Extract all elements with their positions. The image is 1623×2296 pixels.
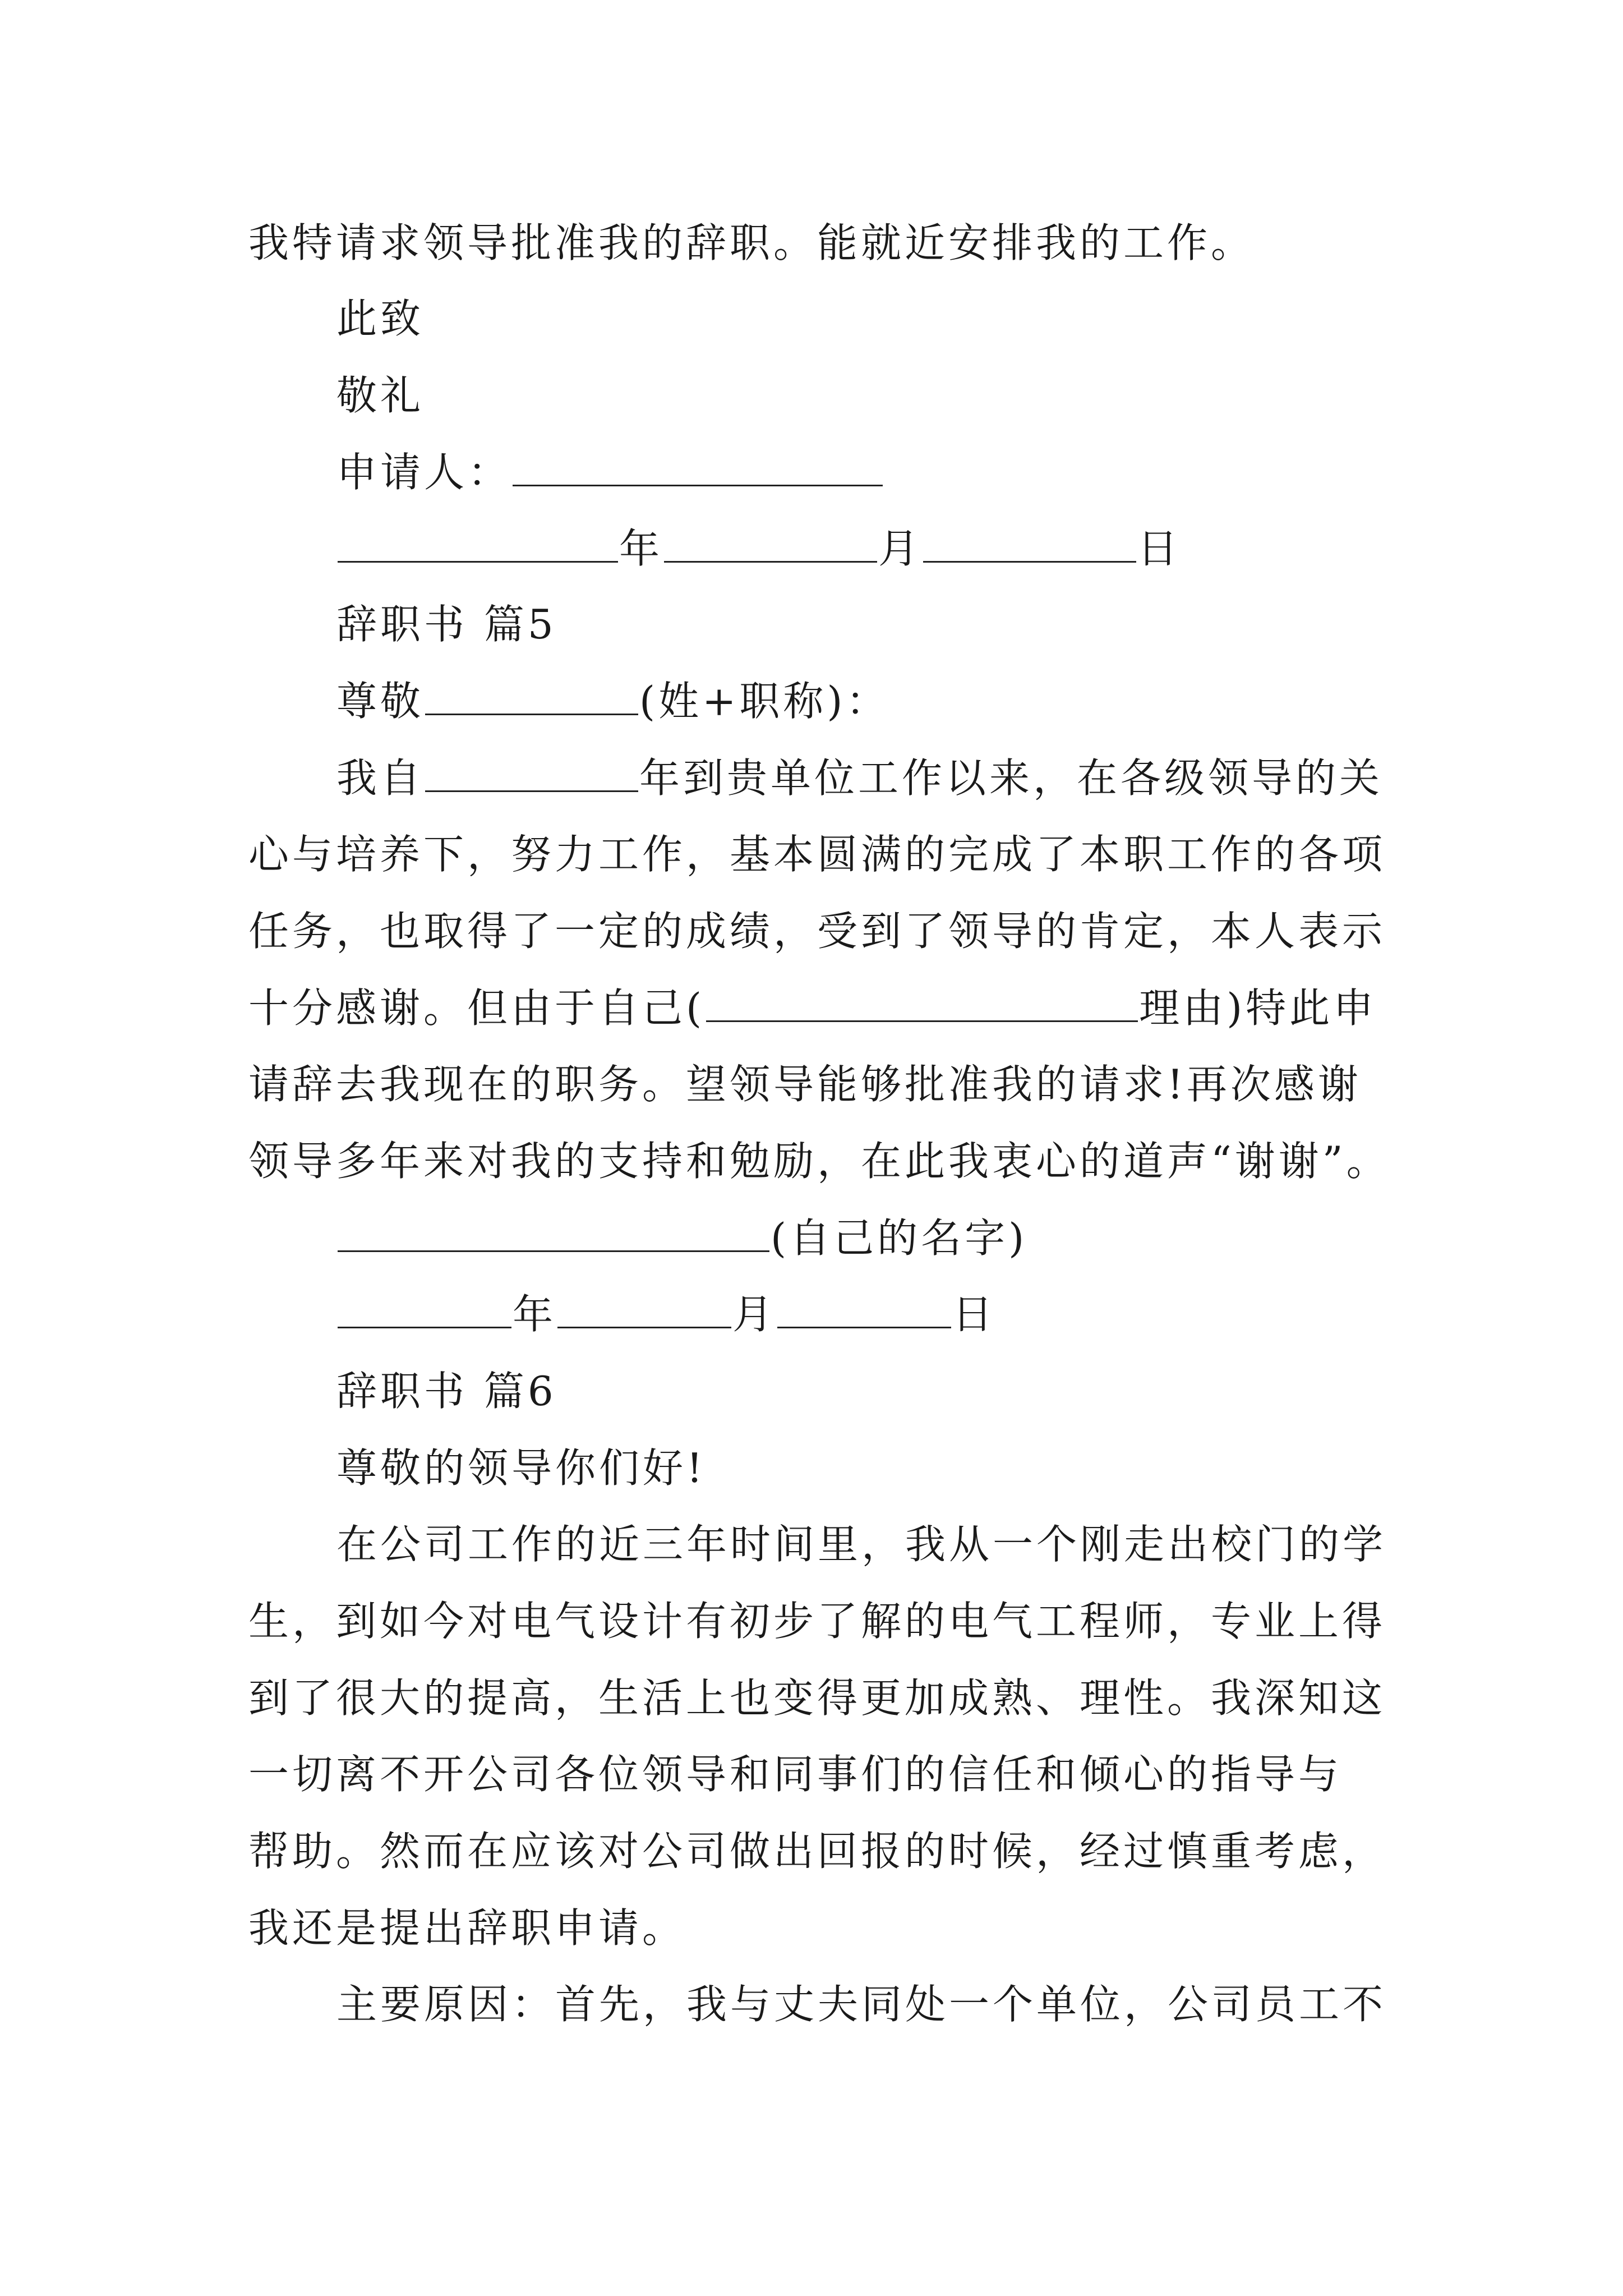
text: 十分感谢。但由于自己( xyxy=(248,984,706,1032)
day-blank xyxy=(777,1292,951,1328)
text: 辞职书 篇6 xyxy=(336,1368,557,1415)
body-line xyxy=(248,1746,1594,1802)
text: 尊敬的领导你们好! xyxy=(336,1444,706,1492)
section-title xyxy=(336,596,1570,652)
closing-line xyxy=(336,291,1570,347)
body-line xyxy=(248,980,1594,1036)
applicant-blank xyxy=(513,450,883,486)
text: 一切离不开公司各位领导和同事们的信任和倾心的指导与 xyxy=(248,1751,1343,1798)
text: 理由)特此申 xyxy=(1139,984,1377,1032)
name-blank xyxy=(425,679,638,715)
section-title xyxy=(336,1363,1570,1419)
text: 尊敬 xyxy=(336,678,425,725)
text: 辞职书 篇5 xyxy=(336,601,557,648)
date-line xyxy=(336,1286,1570,1342)
text: 此致 xyxy=(336,295,425,342)
text: 敬礼 xyxy=(336,372,425,419)
text: 日 xyxy=(1137,525,1182,572)
signature-line xyxy=(336,1210,1570,1266)
text: (姓+职称)： xyxy=(639,678,890,725)
body-line xyxy=(336,1516,1570,1572)
text: 我还是提出辞职申请。 xyxy=(248,1904,686,1952)
body-line xyxy=(248,826,1594,882)
greeting-line xyxy=(336,673,1570,729)
greeting-line xyxy=(336,1440,1570,1496)
date-line xyxy=(336,521,1570,577)
text: 领导多年来对我的支持和勉励，在此我衷心的道声“谢谢”。 xyxy=(248,1138,1390,1185)
text: 到了很大的提高，生活上也变得更加成熟、理性。我深知这 xyxy=(248,1674,1386,1722)
reason-blank xyxy=(706,986,1138,1022)
text: 我自 xyxy=(336,754,425,802)
body-line xyxy=(248,1823,1594,1879)
year-blank xyxy=(338,526,618,563)
month-blank xyxy=(664,526,877,563)
text: 年到贵单位工作以来，在各级领导的关 xyxy=(639,754,1384,802)
year-blank xyxy=(338,1292,511,1328)
body-line xyxy=(248,215,1594,271)
text: 年 xyxy=(513,1291,557,1338)
closing-line xyxy=(336,367,1570,424)
body-line xyxy=(248,1133,1594,1189)
text: 帮助。然而在应该对公司做出回报的时候，经过慎重考虑， xyxy=(248,1828,1386,1875)
body-line xyxy=(248,1670,1594,1726)
text: 请辞去我现在的职务。望领导能够批准我的请求!再次感谢 xyxy=(248,1061,1362,1108)
day-blank xyxy=(923,526,1136,563)
text: 在公司工作的近三年时间里，我从一个刚走出校门的学 xyxy=(336,1521,1387,1568)
text: 月 xyxy=(878,525,923,572)
text: 主要原因：首先，我与丈夫同处一个单位，公司员工不 xyxy=(336,1981,1387,2028)
text: (自己的名字) xyxy=(771,1214,1028,1262)
applicant-line xyxy=(336,444,1570,500)
text: 月 xyxy=(732,1291,777,1338)
text: 生，到如今对电气设计有初步了解的电气工程师，专业上得 xyxy=(248,1598,1386,1645)
text: 心与培养下，努力工作，基本圆满的完成了本职工作的各项 xyxy=(248,831,1386,878)
text: 任务，也取得了一定的成绩，受到了领导的肯定，本人表示 xyxy=(248,908,1386,955)
body-line xyxy=(248,1593,1594,1649)
body-line xyxy=(248,1056,1594,1112)
text: 我特请求领导批准我的辞职。能就近安排我的工作。 xyxy=(248,219,1255,266)
applicant-label: 申请人： xyxy=(336,449,512,496)
body-line xyxy=(336,1976,1570,2032)
body-line xyxy=(248,1900,1594,1956)
year-blank xyxy=(425,756,638,792)
body-line xyxy=(248,903,1594,959)
month-blank xyxy=(557,1292,731,1328)
signature-blank xyxy=(338,1216,769,1252)
body-line xyxy=(336,750,1570,806)
text: 日 xyxy=(952,1291,997,1338)
text: 年 xyxy=(619,525,663,572)
